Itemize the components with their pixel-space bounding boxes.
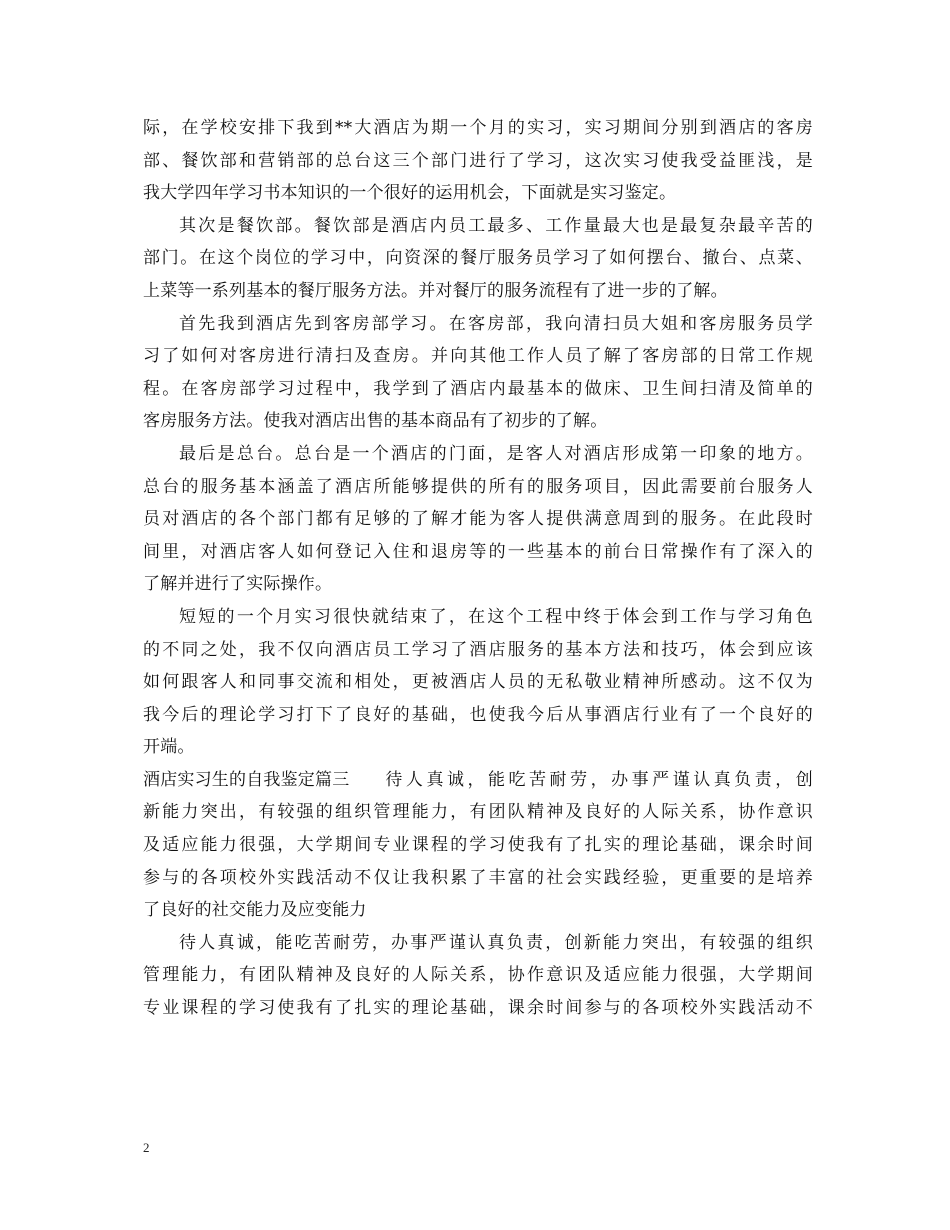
text-line: 我今后的理论学习打下了良好的基础，也使我今后从事酒店行业有了一个良好的 xyxy=(143,704,813,725)
text-line: 了解并进行了实际操作。 xyxy=(143,574,333,595)
text-line: 际，在学校安排下我到**大酒店为期一个月的实习，实习期间分别到酒店的客房 xyxy=(143,118,813,138)
text-line: 上菜等一系列基本的餐厅服务方法。并对餐厅的服务流程有了进一步的了解。 xyxy=(143,280,728,301)
text-line: 部门。在这个岗位的学习中，向资深的餐厅服务员学习了如何摆台、撤台、点菜、 xyxy=(143,248,813,269)
text-line: 我大学四年学习书本知识的一个很好的运用机会，下面就是实习鉴定。 xyxy=(143,183,677,204)
section-heading-paragraph xyxy=(143,764,813,927)
text-line: 短短的一个月实习很快就结束了，在这个工程中终于体会到工作与学习角色 xyxy=(179,606,813,627)
paragraph xyxy=(143,438,813,601)
text-line: 及适应能力很强，大学期间专业课程的学习使我有了扎实的理论基础，课余时间 xyxy=(143,835,813,856)
page-number: 2 xyxy=(143,1140,150,1155)
text-line: 其次是餐饮部。餐饮部是酒店内员工最多、工作量最大也是最复杂最辛苦的 xyxy=(179,215,813,236)
text-line: 客房服务方法。使我对酒店出售的基本商品有了初步的了解。 xyxy=(143,411,608,432)
text-line: 首先我到酒店先到客房部学习。在客房部，我向清扫员大姐和客房服务员学 xyxy=(179,313,813,334)
text-line: 专业课程的学习使我有了扎实的理论基础，课余时间参与的各项校外实践活动不 xyxy=(143,998,813,1019)
section-heading-title: 酒店实习生的自我鉴定篇三 xyxy=(143,769,350,790)
paragraph xyxy=(143,112,813,210)
text-line: 开端。 xyxy=(143,737,195,758)
paragraph xyxy=(143,927,813,1025)
paragraph xyxy=(143,308,813,438)
text-line: 管理能力，有团队精神及良好的人际关系，协作意识及适应能力很强，大学期间 xyxy=(143,965,813,986)
text-line: 总台的服务基本涵盖了酒店所能够提供的所有的服务项目，因此需要前台服务人 xyxy=(143,476,813,497)
text-line: 部、餐饮部和营销部的总台这三个部门进行了学习，这次实习使我受益匪浅，是 xyxy=(143,150,813,171)
paragraph xyxy=(143,601,813,764)
text-line: 习了如何对客房进行清扫及查房。并向其他工作人员了解了客房部的日常工作规 xyxy=(143,346,813,367)
text-line: 的不同之处，我不仅向酒店员工学习了酒店服务的基本方法和技巧，体会到应该 xyxy=(143,639,813,660)
paragraph xyxy=(143,210,813,308)
text-line: 程。在客房部学习过程中，我学到了酒店内最基本的做床、卫生间扫清及简单的 xyxy=(143,378,813,399)
text-line: 如何跟客人和同事交流和相处，更被酒店人员的无私敬业精神所感动。这不仅为 xyxy=(143,672,813,693)
section-heading-line xyxy=(143,764,813,797)
text-line: 了良好的社交能力及应变能力 xyxy=(143,900,367,921)
text-line: 待人真诚，能吃苦耐劳，办事严谨认真负责，创 xyxy=(385,769,813,790)
text-line: 待人真诚，能吃苦耐劳，办事严谨认真负责，创新能力突出，有较强的组织 xyxy=(179,932,813,953)
document-body xyxy=(143,112,813,1025)
text-line: 间里，对酒店客人如何登记入住和退房等的一些基本的前台日常操作有了深入的 xyxy=(143,541,813,562)
text-line: 员对酒店的各个部门都有足够的了解才能为客人提供满意周到的服务。在此段时 xyxy=(143,509,813,530)
text-line: 参与的各项校外实践活动不仅让我积累了丰富的社会实践经验，更重要的是培养 xyxy=(143,867,813,888)
text-line: 最后是总台。总台是一个酒店的门面，是客人对酒店形成第一印象的地方。 xyxy=(179,443,813,464)
text-line: 新能力突出，有较强的组织管理能力，有团队精神及良好的人际关系，协作意识 xyxy=(143,802,813,823)
